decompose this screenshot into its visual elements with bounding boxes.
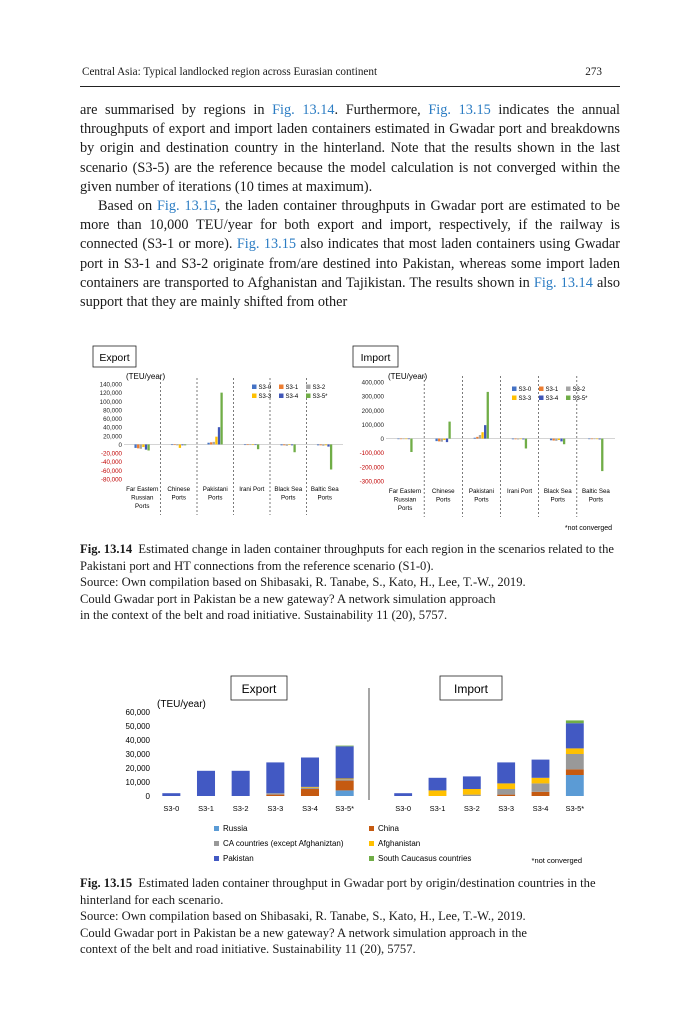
category-label: Chinese xyxy=(167,486,191,493)
y-tick-label: 80,000 xyxy=(103,407,122,415)
caption-source: context of the belt and road initiative. Sustainability 11 (20), 5757. xyxy=(80,942,416,957)
y-tick-label: 20,000 xyxy=(103,433,122,441)
bar xyxy=(441,439,443,442)
text-span: also indicates that most laden containers using Gwadar port in S3-1 and S3-2 originate from/are destined into Pakistan, whereas some import laden containers are transported to Afghanistan and Tajikistan. The results shown in xyxy=(80,236,621,291)
bar xyxy=(142,444,144,447)
stacked-bar-segment xyxy=(429,790,447,796)
category-label: Ports xyxy=(135,503,150,510)
bar xyxy=(558,439,560,440)
bar xyxy=(593,439,595,440)
legend-label: S3-2 xyxy=(572,387,586,393)
legend-label: China xyxy=(378,824,399,833)
text-span: . Furthermore, xyxy=(334,102,429,118)
stacked-bar-segment xyxy=(301,758,319,787)
y-axis-label: (TEU/year) xyxy=(157,699,206,710)
bar xyxy=(481,432,483,438)
chart-title: Export xyxy=(99,352,130,364)
legend-label: Afghanistan xyxy=(378,839,421,848)
legend-swatch xyxy=(566,387,571,392)
not-converged-note: *not converged xyxy=(564,525,612,532)
y-tick-label: 300,000 xyxy=(361,393,384,401)
bar xyxy=(176,444,178,445)
stacked-bar-segment xyxy=(566,769,584,775)
stacked-bar-segment xyxy=(394,793,412,796)
category-label: S3-0 xyxy=(395,804,412,813)
page-number: 273 xyxy=(585,66,602,78)
legend-swatch xyxy=(214,841,219,846)
legend-label: Russia xyxy=(223,824,248,833)
legend-label: S3-3 xyxy=(258,394,272,400)
bar xyxy=(446,439,448,443)
stacked-bar-segment xyxy=(497,789,515,795)
category-label: Chinese xyxy=(431,488,455,495)
category-label: Ports xyxy=(208,494,223,502)
bar xyxy=(476,437,478,439)
bar xyxy=(553,439,555,441)
bar xyxy=(448,422,450,439)
bar xyxy=(137,444,139,448)
category-label: Russian xyxy=(393,496,417,504)
caption-source: Source: Own compilation based on Shibasaki, R. Tanabe, S., Kato, H., Lee, T.-W., 2019. xyxy=(80,909,526,924)
fig-reference-link[interactable]: Fig. 13.14 xyxy=(533,274,593,291)
figure-13-15 xyxy=(80,668,620,872)
category-label: Irani Port xyxy=(507,488,533,495)
import-throughput-chart xyxy=(394,676,584,813)
figure-13-15-caption xyxy=(80,875,620,958)
caption-text: Estimated change in laden container throughputs for each region in the scenarios related to the Pakistani port and HT connections from the reference scenario (S1-0). xyxy=(80,542,615,573)
running-title: Central Asia: Typical landlocked region across Eurasian continent xyxy=(82,66,378,78)
bar xyxy=(207,443,209,445)
category-label: Ports xyxy=(397,505,413,512)
bar xyxy=(293,444,295,452)
bar xyxy=(484,425,486,438)
header-rule xyxy=(80,86,620,87)
stacked-bar-segment xyxy=(429,778,447,791)
legend-label: South Caucasus countries xyxy=(378,854,472,863)
legend-label: S3-5* xyxy=(572,396,588,402)
bar xyxy=(330,444,332,469)
bar xyxy=(599,439,601,440)
y-tick-label: 200,000 xyxy=(361,407,384,415)
bar xyxy=(286,444,288,445)
chart-title: Import xyxy=(453,682,489,696)
legend-swatch xyxy=(539,396,544,401)
y-tick-label: 20,000 xyxy=(125,764,150,773)
category-label: S3-5* xyxy=(565,804,585,813)
category-label: S3-0 xyxy=(163,804,180,813)
caption-label: Fig. 13.15 xyxy=(80,876,133,890)
category-label: Black Sea xyxy=(274,486,303,493)
text-span: also support that they are mainly shifted from other xyxy=(80,274,620,311)
stacked-bar-segment xyxy=(232,771,250,796)
y-tick-label: 0 xyxy=(145,792,150,801)
bar xyxy=(522,439,524,440)
bar xyxy=(254,444,256,445)
legend-swatch xyxy=(306,385,311,390)
category-label: Ports xyxy=(550,496,565,504)
stacked-bar-segment xyxy=(566,748,584,754)
stacked-bar-segment xyxy=(463,776,481,789)
bar xyxy=(210,442,212,444)
bar xyxy=(215,437,217,445)
bar xyxy=(291,444,293,445)
stacked-bar-segment xyxy=(336,746,354,747)
import-change-chart xyxy=(353,346,615,517)
y-tick-label: 30,000 xyxy=(125,750,150,759)
stacked-bar-segment xyxy=(497,762,515,783)
stacked-bar-segment xyxy=(566,775,584,796)
stacked-bar-segment xyxy=(463,789,481,795)
fig-reference-link[interactable]: Fig. 13.15 xyxy=(156,198,217,215)
bar xyxy=(140,444,142,448)
bar xyxy=(487,392,489,439)
bar xyxy=(402,439,404,440)
y-tick-label: 10,000 xyxy=(125,778,150,787)
bar xyxy=(257,444,259,449)
bar xyxy=(410,439,412,452)
bar xyxy=(288,444,290,445)
bar xyxy=(596,439,598,440)
bar xyxy=(601,439,603,472)
bar xyxy=(322,444,324,445)
bar xyxy=(325,444,327,445)
stacked-bar-segment xyxy=(566,723,584,748)
chart-title: Export xyxy=(241,682,277,696)
stacked-bar-segment xyxy=(566,754,584,769)
y-axis-label: (TEU/year) xyxy=(388,372,428,381)
bar xyxy=(181,444,183,445)
caption-source: in the context of the belt and road initiative. Sustainability 11 (20), 5757. xyxy=(80,608,448,623)
stacked-bar-segment xyxy=(566,720,584,723)
legend-swatch xyxy=(369,826,374,831)
y-tick-label: -20,000 xyxy=(101,450,122,458)
category-label: S3-1 xyxy=(429,804,446,813)
bar xyxy=(147,444,149,450)
stacked-bar-segment xyxy=(266,795,284,796)
stacked-bar-segment xyxy=(497,783,515,789)
stacked-bar-segment xyxy=(266,793,284,794)
text-span: Based on xyxy=(98,198,157,215)
stacked-bar-segment xyxy=(336,790,354,796)
legend-label: S3-5* xyxy=(312,394,328,400)
category-label: Irani Port xyxy=(239,486,265,493)
legend-label: Pakistan xyxy=(223,854,254,863)
legend-swatch xyxy=(512,396,517,401)
bar xyxy=(283,444,285,445)
caption-source: Could Gwadar port in Pakistan be a new gateway? A network simulation approach in the xyxy=(80,925,527,940)
category-label: S3-2 xyxy=(232,804,249,813)
category-label: S3-4 xyxy=(532,804,549,813)
fig-reference-link[interactable]: Fig. 13.14 xyxy=(272,102,335,118)
bar xyxy=(408,439,410,440)
legend-label: S3-0 xyxy=(258,385,272,391)
legend-swatch xyxy=(512,387,517,392)
legend-swatch xyxy=(369,856,374,861)
category-label: Black Sea xyxy=(543,488,572,495)
category-label: S3-1 xyxy=(198,804,214,813)
stacked-bar-segment xyxy=(497,795,515,796)
legend-swatch xyxy=(214,826,219,831)
bar xyxy=(244,444,246,445)
not-converged-note: *not converged xyxy=(531,856,582,865)
category-label: Baltic Sea xyxy=(310,486,339,493)
legend-label: S3-2 xyxy=(312,385,326,391)
bar xyxy=(249,444,251,445)
bar xyxy=(320,444,322,445)
stacked-bar-segment xyxy=(336,779,354,780)
bar xyxy=(525,439,527,449)
stacked-bar-segment xyxy=(301,788,319,789)
y-tick-label: -80,000 xyxy=(101,476,122,484)
caption-label: Fig. 13.14 xyxy=(80,542,133,556)
bar xyxy=(443,439,445,440)
bar xyxy=(184,444,186,445)
category-label: Pakistani xyxy=(202,486,228,493)
y-tick-label: 400,000 xyxy=(361,379,384,387)
category-label: S3-4 xyxy=(302,804,318,813)
bar xyxy=(134,444,136,447)
y-axis-label: (TEU/year) xyxy=(126,372,166,381)
stacked-bar-segment xyxy=(336,781,354,791)
y-tick-label: 0 xyxy=(118,441,122,449)
bar xyxy=(555,439,557,441)
category-label: Ports xyxy=(171,494,186,502)
bar xyxy=(435,439,437,442)
legend-label: S3-3 xyxy=(518,396,532,402)
bar xyxy=(550,439,552,441)
stacked-bar-segment xyxy=(532,760,550,778)
legend-label: CA countries (except Afghaniztan) xyxy=(223,839,344,848)
figure-13-14-caption xyxy=(80,541,620,624)
caption-source: Could Gwadar port in Pakistan be a new gateway? A network simulation approach xyxy=(80,591,496,606)
legend-label: S3-1 xyxy=(285,385,299,391)
bar xyxy=(520,439,522,440)
bar xyxy=(563,439,565,445)
bar xyxy=(317,444,319,445)
caption-text: Estimated laden container throughput in Gwadar port by origin/destination countries in the hinterland for each scenario. xyxy=(80,876,596,907)
stacked-bar-segment xyxy=(301,789,319,796)
bar xyxy=(512,439,514,440)
stacked-bar-segment xyxy=(532,792,550,796)
bar xyxy=(397,439,399,440)
y-tick-label: 0 xyxy=(380,436,384,444)
category-label: Ports xyxy=(588,496,604,504)
legend-swatch xyxy=(566,396,571,401)
bar xyxy=(405,439,407,440)
legend xyxy=(214,824,471,863)
category-label: S3-3 xyxy=(498,804,515,813)
legend-label: S3-0 xyxy=(518,387,532,393)
bar xyxy=(400,439,402,440)
stacked-bar-segment xyxy=(301,787,319,788)
chart-title: Import xyxy=(360,352,391,364)
y-tick-label: 100,000 xyxy=(361,421,384,429)
category-label: S3-3 xyxy=(267,804,284,813)
category-label: Ports xyxy=(317,494,332,502)
category-label: Russian xyxy=(131,494,154,502)
fig-reference-link[interactable]: Fig. 13.15 xyxy=(236,236,297,253)
bar xyxy=(174,444,176,445)
bar xyxy=(220,393,222,445)
legend-swatch xyxy=(306,394,311,399)
category-label: S3-2 xyxy=(463,804,480,813)
stacked-bar-segment xyxy=(266,762,284,793)
y-tick-label: 40,000 xyxy=(103,424,122,432)
y-tick-label: -300,000 xyxy=(359,478,384,486)
stacked-bar-segment xyxy=(336,746,354,778)
paragraph-1 xyxy=(80,101,620,197)
bar xyxy=(247,444,249,445)
y-tick-label: 60,000 xyxy=(103,416,122,424)
legend-swatch xyxy=(252,385,257,390)
legend-swatch xyxy=(539,387,544,392)
category-label: S3-5* xyxy=(335,804,355,813)
legend-swatch xyxy=(214,856,219,861)
legend-swatch xyxy=(252,394,257,399)
legend-label: S3-4 xyxy=(545,396,559,402)
category-label: Far Eastern xyxy=(388,488,422,495)
y-tick-label: 50,000 xyxy=(125,722,150,731)
bar xyxy=(514,439,516,440)
bar xyxy=(171,444,173,445)
bar xyxy=(218,427,220,444)
bar xyxy=(145,444,147,449)
bar xyxy=(252,444,254,445)
category-label: Pakistani xyxy=(468,488,494,495)
y-tick-label: -200,000 xyxy=(359,464,384,472)
bar xyxy=(560,439,562,442)
category-label: Ports xyxy=(436,496,451,504)
bar xyxy=(591,439,593,440)
caption-source: Source: Own compilation based on Shibasaki, R. Tanabe, S., Kato, H., Lee, T.-W., 2019. xyxy=(80,575,526,590)
category-label: Ports xyxy=(474,496,489,504)
bar xyxy=(479,435,481,439)
bar xyxy=(280,444,282,445)
y-tick-label: -100,000 xyxy=(359,450,384,458)
legend-label: S3-4 xyxy=(285,394,299,400)
y-tick-label: 120,000 xyxy=(99,390,122,398)
legend-swatch xyxy=(369,841,374,846)
bar xyxy=(179,444,181,447)
stacked-bar-segment xyxy=(197,771,215,796)
stacked-bar-segment xyxy=(336,779,354,780)
bar xyxy=(474,438,476,439)
text-span: , the laden container throughputs in Gwadar port are estimated to be more than 10,000 TEU/year for both export and import, respectively, if the railway is connected (S3-1 or more). xyxy=(80,198,620,253)
legend-swatch xyxy=(279,385,284,390)
category-label: Baltic Sea xyxy=(581,488,610,495)
export-throughput-chart xyxy=(126,676,355,813)
bar xyxy=(438,439,440,442)
legend-label: S3-1 xyxy=(545,387,559,393)
y-tick-label: 100,000 xyxy=(99,398,122,406)
text-span: are summarised by regions in xyxy=(80,102,273,118)
y-tick-label: 60,000 xyxy=(125,708,150,717)
stacked-bar-segment xyxy=(162,793,180,796)
category-label: Far Eastern xyxy=(126,486,159,493)
bar xyxy=(588,439,590,440)
text-span: indicates the annual throughputs of export and import laden containers estimated in Gwadar port and breakdowns by origin and destination country in the hinterland. Note that the results shown in the last scenario (S3-5) are the reference because the model calculation is not converged within the given number of iterations (10 times at maximum). xyxy=(80,102,621,195)
fig-reference-link[interactable]: Fig. 13.15 xyxy=(428,102,491,118)
figure-13-14 xyxy=(80,340,620,536)
y-tick-label: -60,000 xyxy=(101,467,122,475)
export-change-chart xyxy=(93,346,343,515)
y-tick-label: 40,000 xyxy=(125,736,150,745)
category-label: Ports xyxy=(281,494,296,502)
y-tick-label: -40,000 xyxy=(101,459,122,467)
legend-swatch xyxy=(279,394,284,399)
stacked-bar-segment xyxy=(532,783,550,791)
stacked-bar-segment xyxy=(532,778,550,784)
bar xyxy=(517,439,519,440)
bar xyxy=(213,442,215,445)
bar xyxy=(327,444,329,446)
body-text xyxy=(80,101,620,312)
stacked-bar-segment xyxy=(463,795,481,796)
paragraph-2 xyxy=(80,197,620,312)
y-tick-label: 140,000 xyxy=(99,381,122,389)
